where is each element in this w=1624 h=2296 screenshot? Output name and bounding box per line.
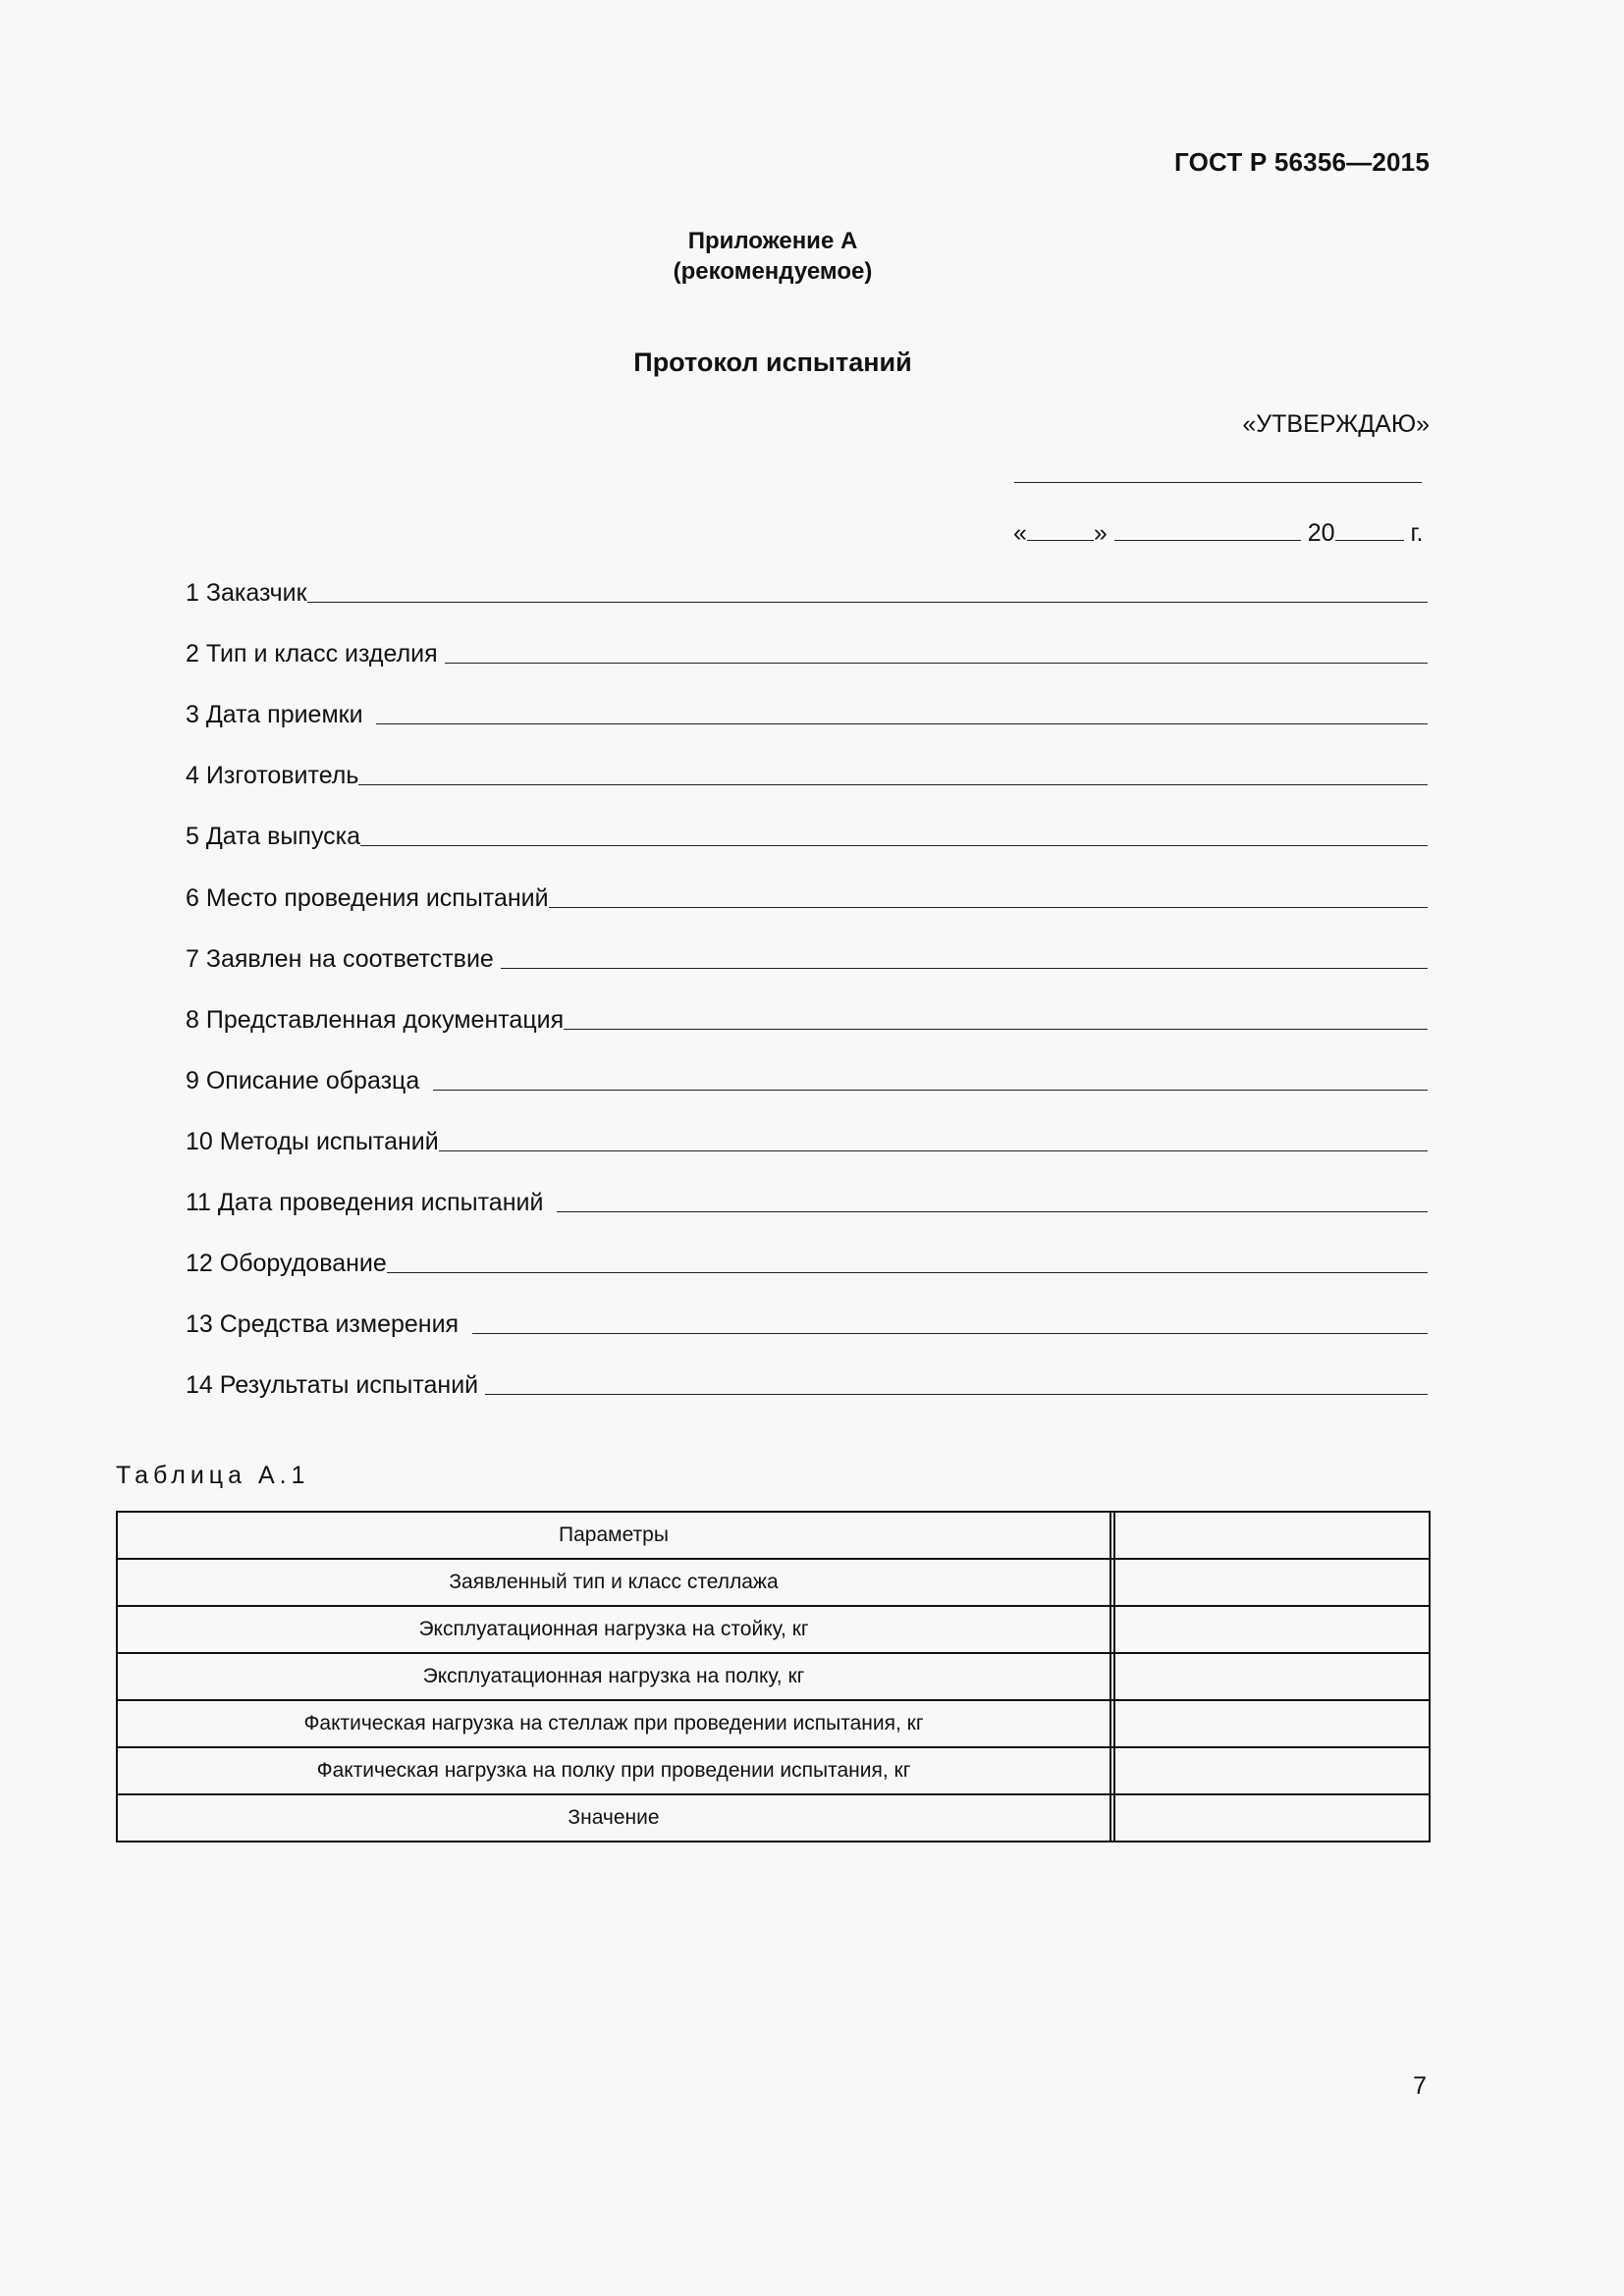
field-label: 10 Методы испытаний	[186, 1127, 439, 1155]
protocol-field-14	[186, 1368, 1428, 1400]
date-close-quote: »	[1093, 519, 1108, 547]
appendix-subtitle: (рекомендуемое)	[673, 258, 873, 285]
protocol-field-12	[186, 1247, 1428, 1278]
protocol-field-4	[186, 759, 1428, 790]
value-cell[interactable]	[1114, 1700, 1430, 1747]
parameter-cell: Фактическая нагрузка на стеллаж при проведении испытания, кг	[117, 1700, 1110, 1747]
field-input-line[interactable]	[376, 722, 1428, 724]
table-row	[117, 1747, 1430, 1794]
table-row	[117, 1653, 1430, 1700]
date-year-prefix: 20	[1307, 519, 1335, 547]
field-input-line[interactable]	[358, 783, 1428, 785]
field-input-line[interactable]	[307, 601, 1428, 603]
value-cell[interactable]	[1114, 1606, 1430, 1653]
protocol-title: Протокол испытаний	[633, 347, 912, 377]
protocol-field-8	[186, 1003, 1428, 1035]
date-suffix: г.	[1410, 519, 1424, 547]
protocol-field-10	[186, 1125, 1428, 1156]
field-label: 2 Тип и класс изделия	[186, 640, 445, 668]
field-input-line[interactable]	[439, 1149, 1428, 1151]
value-cell[interactable]	[1114, 1559, 1430, 1606]
protocol-field-6	[186, 881, 1428, 913]
field-label: 3 Дата приемки	[186, 701, 377, 729]
date-open-quote: «	[1013, 519, 1027, 547]
protocol-field-5	[186, 820, 1428, 851]
approval-label: «УТВЕРЖДАЮ»	[1242, 410, 1430, 438]
field-label: 5 Дата выпуска	[186, 823, 361, 851]
field-input-line[interactable]	[485, 1393, 1428, 1395]
parameter-cell: Параметры	[117, 1512, 1110, 1559]
table-row	[117, 1559, 1430, 1606]
protocol-field-1	[186, 576, 1428, 608]
field-input-line[interactable]	[360, 844, 1428, 846]
field-label: 13 Средства измерения	[186, 1310, 472, 1339]
protocol-field-3	[186, 698, 1428, 729]
value-cell[interactable]	[1114, 1747, 1430, 1794]
field-label: 14 Результаты испытаний	[186, 1371, 486, 1400]
parameter-cell: Эксплуатационная нагрузка на полку, кг	[117, 1653, 1110, 1700]
page-number: 7	[1413, 2072, 1427, 2100]
table-row	[117, 1794, 1430, 1842]
value-cell[interactable]	[1114, 1512, 1430, 1559]
protocol-field-2	[186, 637, 1428, 668]
table-row	[117, 1700, 1430, 1747]
field-label: 4 Изготовитель	[186, 762, 359, 790]
field-label: 8 Представленная документация	[186, 1005, 565, 1034]
table-caption: Таблица А.1	[116, 1462, 310, 1489]
parameter-cell: Значение	[117, 1794, 1110, 1842]
table-row	[117, 1512, 1430, 1559]
field-label: 9 Описание образца	[186, 1066, 434, 1095]
field-input-line[interactable]	[387, 1271, 1428, 1273]
field-input-line[interactable]	[501, 967, 1428, 969]
protocol-field-7	[186, 942, 1428, 974]
table-row	[117, 1606, 1430, 1653]
date-year-blank[interactable]	[1335, 518, 1404, 541]
field-label: 6 Место проведения испытаний	[186, 883, 549, 912]
field-label: 1 Заказчик	[186, 579, 307, 607]
field-input-line[interactable]	[564, 1028, 1428, 1030]
appendix-title: Приложение А	[687, 228, 858, 254]
field-label: 7 Заявлен на соответствие	[186, 944, 501, 973]
date-month-blank[interactable]	[1114, 518, 1301, 541]
value-cell[interactable]	[1114, 1794, 1430, 1842]
parameter-cell: Фактическая нагрузка на полку при проведении испытания, кг	[117, 1747, 1110, 1794]
field-input-line[interactable]	[557, 1210, 1428, 1212]
field-input-line[interactable]	[472, 1332, 1428, 1334]
approval-signature-line[interactable]	[1014, 482, 1422, 483]
parameter-cell: Заявленный тип и класс стеллажа	[117, 1559, 1110, 1606]
protocol-field-11	[186, 1186, 1428, 1217]
field-input-line[interactable]	[549, 906, 1428, 908]
field-label: 12 Оборудование	[186, 1250, 387, 1278]
protocol-field-9	[186, 1064, 1428, 1095]
value-cell[interactable]	[1114, 1653, 1430, 1700]
parameters-table	[116, 1511, 1431, 1842]
date-day-blank[interactable]	[1027, 518, 1094, 541]
approval-date-row	[1013, 518, 1424, 548]
parameter-cell: Эксплуатационная нагрузка на стойку, кг	[117, 1606, 1110, 1653]
document-code: ГОСТ Р 56356—2015	[1174, 147, 1430, 177]
field-input-line[interactable]	[445, 662, 1428, 664]
protocol-field-13	[186, 1308, 1428, 1339]
field-input-line[interactable]	[433, 1089, 1428, 1091]
field-label: 11 Дата проведения испытаний	[186, 1189, 558, 1216]
